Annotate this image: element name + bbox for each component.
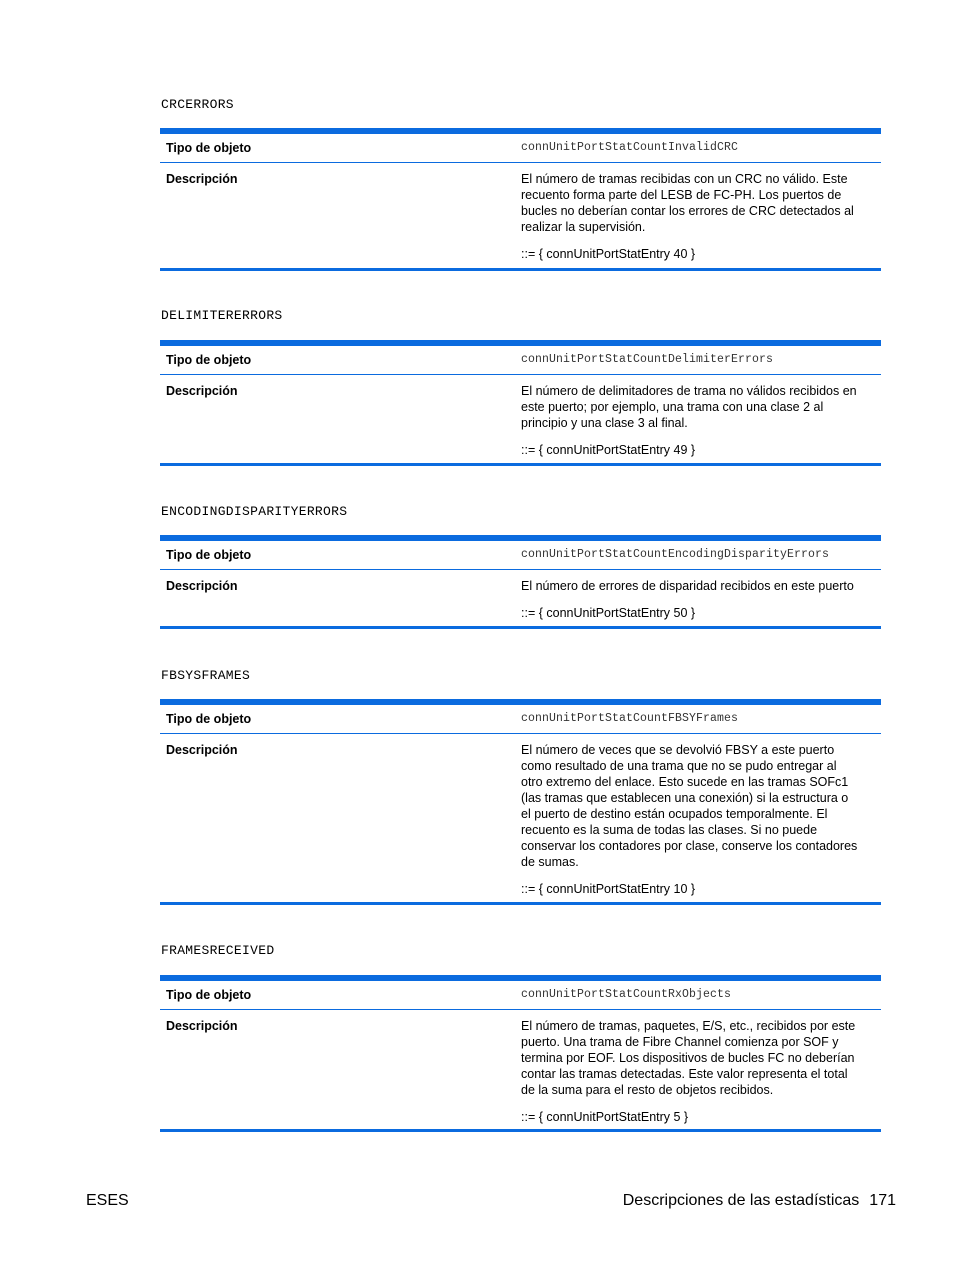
page-number: 171: [869, 1192, 896, 1209]
type-label: Tipo de objeto: [166, 712, 252, 726]
description-text: [521, 383, 875, 431]
entry-definition: ::= { connUnitPortStatEntry 40 }: [521, 247, 696, 261]
description-label: Descripción: [166, 172, 238, 186]
type-label: Tipo de objeto: [166, 548, 252, 562]
description-label: Descripción: [166, 743, 238, 757]
object-table: [160, 340, 881, 466]
description-label: Descripción: [166, 384, 238, 398]
description-line: puerto. Una trama de Fibre Channel comienza por SOF y: [521, 1035, 839, 1049]
type-value: connUnitPortStatCountEncodingDisparityErrors: [521, 548, 830, 561]
description-line: (las tramas que establecen una conexión) si la estructura o: [521, 791, 849, 805]
description-value: [521, 171, 881, 268]
description-line: otro extremo del enlace. Esto sucede en las tramas SOFc1: [521, 775, 849, 789]
description-line: como resultado de una trama que no se pudo entregar al: [521, 759, 837, 773]
description-text: [521, 1018, 875, 1098]
entry-definition: ::= { connUnitPortStatEntry 5 }: [521, 1110, 689, 1124]
object-table: [160, 535, 881, 629]
object-table: [160, 128, 881, 271]
description-value: [521, 578, 881, 626]
footer-chapter: [623, 1192, 896, 1210]
description-line: el puerto de destino están ocupados temporalmente. El: [521, 807, 828, 821]
object-table: [160, 975, 881, 1132]
description-line: termina por EOF. Los dispositivos de bucles FC no deberían: [521, 1051, 855, 1065]
description-line: principio y una clase 3 al final.: [521, 416, 688, 430]
description-row: [160, 163, 881, 268]
description-text: [521, 742, 875, 870]
object-table: [160, 699, 881, 905]
description-value: [521, 1018, 881, 1129]
entry-definition: ::= { connUnitPortStatEntry 50 }: [521, 606, 696, 620]
type-value: connUnitPortStatCountRxObjects: [521, 988, 732, 1001]
type-value: connUnitPortStatCountDelimiterErrors: [521, 353, 774, 366]
type-row: [160, 541, 881, 570]
section-heading: DELIMITERERRORS: [161, 308, 283, 323]
description-line: El número de tramas, paquetes, E/S, etc., recibidos por este: [521, 1019, 856, 1033]
type-label: Tipo de objeto: [166, 353, 252, 367]
entry-definition: ::= { connUnitPortStatEntry 10 }: [521, 882, 696, 896]
type-label: Tipo de objeto: [166, 988, 252, 1002]
description-line: El número de delimitadores de trama no válidos recibidos en: [521, 384, 857, 398]
section-heading: ENCODINGDISPARITYERRORS: [161, 504, 348, 519]
section-heading: FRAMESRECEIVED: [161, 943, 275, 958]
type-label: Tipo de objeto: [166, 141, 252, 155]
description-row: [160, 734, 881, 902]
type-value: connUnitPortStatCountInvalidCRC: [521, 141, 739, 154]
type-row: [160, 346, 881, 375]
entry-definition: ::= { connUnitPortStatEntry 49 }: [521, 443, 696, 457]
description-line: recuento es la suma de todas las clases. Si no puede: [521, 823, 818, 837]
description-line: recuento forma parte del LESB de FC-PH. Los puertos de: [521, 188, 842, 202]
description-row: [160, 570, 881, 626]
type-row: [160, 134, 881, 163]
description-line: contar las tramas detectadas. Este valor representa el total: [521, 1067, 848, 1081]
description-label: Descripción: [166, 1019, 238, 1033]
description-line: El número de errores de disparidad recibidos en este puerto: [521, 579, 854, 593]
type-value: connUnitPortStatCountFBSYFrames: [521, 712, 739, 725]
description-text: [521, 578, 875, 594]
section-heading: CRCERRORS: [161, 97, 234, 112]
footer-chapter-title: Descripciones de las estadísticas: [622, 1192, 860, 1209]
description-line: este puerto; por ejemplo, una trama con una clase 2 al: [521, 400, 824, 414]
type-row: [160, 981, 881, 1010]
description-label: Descripción: [166, 579, 238, 593]
description-line: conservar los contadores por clase, conserve los contadores: [521, 839, 858, 853]
description-text: [521, 171, 875, 235]
description-row: [160, 375, 881, 463]
description-line: de la suma para el resto de objetos recibidos.: [521, 1083, 774, 1097]
type-row: [160, 705, 881, 734]
description-line: bucles no deberían contar los errores de CRC detectados al: [521, 204, 854, 218]
description-row: [160, 1010, 881, 1129]
footer-locale: ESES: [86, 1192, 129, 1209]
description-line: El número de veces que se devolvió FBSY a este puerto: [521, 743, 835, 757]
description-line: El número de tramas recibidas con un CRC no válido. Este: [521, 172, 848, 186]
description-value: [521, 383, 881, 463]
description-line: de sumas.: [521, 855, 579, 869]
section-heading: FBSYSFRAMES: [161, 668, 251, 683]
description-value: [521, 742, 881, 902]
description-line: realizar la supervisión.: [521, 220, 646, 234]
